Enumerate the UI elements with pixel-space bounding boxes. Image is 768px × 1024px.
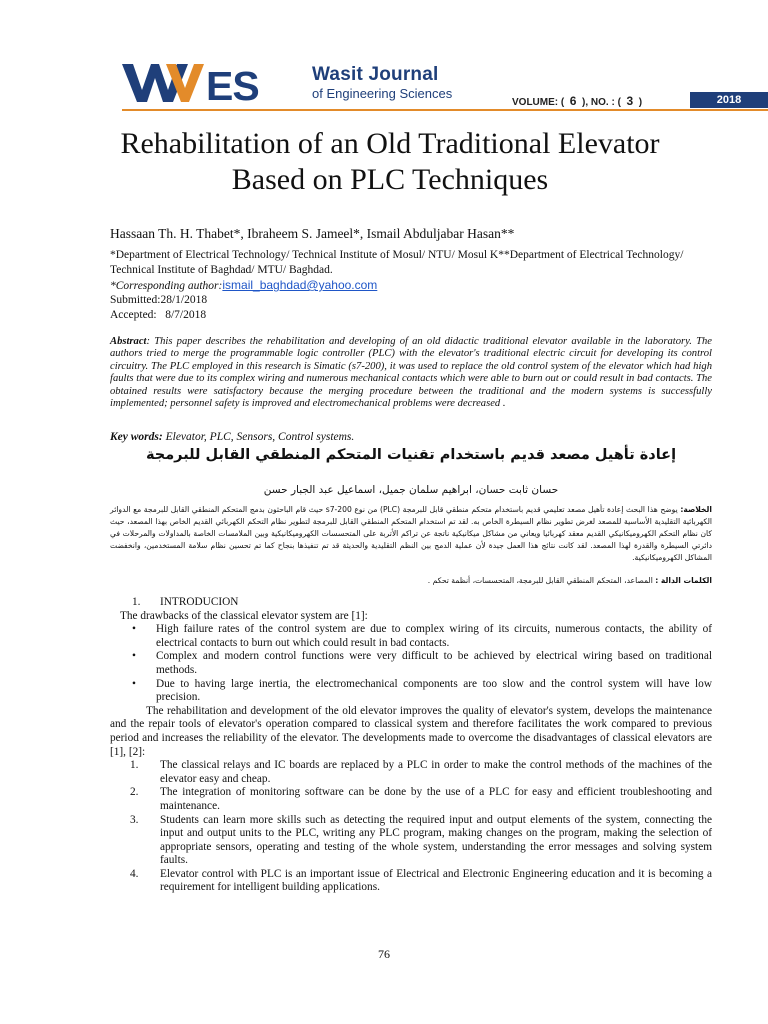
drawback-text: Complex and modern control functions were very difficult to be achieved by electrical wiring based on traditional methods.	[156, 650, 712, 676]
volume-issue-line	[512, 94, 642, 108]
drawback-text: Due to having large inertia, the electromechanical components are too slow and the control system will have low precision.	[156, 677, 712, 704]
arabic-title: إعادة تأهيل مصعد قديم باستخدام تقنيات المتحكم المنطقي القابل للبرمجة	[145, 447, 677, 463]
corresponding-author	[110, 278, 377, 294]
list-item	[110, 650, 712, 677]
section-number: 1.	[132, 596, 141, 608]
arabic-abstract-label: الخلاصة:	[680, 505, 712, 514]
author-list: Hassaan Th. H. Thabet*, Ibraheem S. Jameel*, Ismail Abduljabar Hasan**	[110, 226, 515, 241]
body-text	[110, 596, 712, 895]
list-item	[110, 678, 712, 705]
list-item	[110, 868, 712, 895]
development-text: Elevator control with PLC is an important issue of Electrical and Electronic Engineering education and it is becoming a requirement for intelligent building applications.	[160, 867, 712, 894]
corresponding-label: *Corresponding author:	[110, 280, 223, 292]
list-item	[110, 623, 712, 650]
drawback-text: High failure rates of the control system are due to complex wiring of its circuits, numerous contacts, the ability of electrical contacts to burn out which could result in bad contacts.	[156, 623, 712, 649]
arabic-abstract	[110, 504, 712, 564]
paper-title-line-1: Rehabilitation of an Old Traditional Elevator	[120, 127, 660, 160]
arabic-abstract-text: يوضح هذا البحث إعادة تأهيل مصعد تعليمي قديم باستخدام متحكم منطقي قابل للبرمجة (PLC) من نوع s7-200 حيث قام الباحثون بدمج المتحكم المنطقي القابل للبرمجة مع الدوائر الكهربائية التقليدية الأساسية للمصعد لغرض تطوير نظام السيطرة الخاص به. لقد تم استخدام المتحكم المنطقي القابل للبرمجة لتطوير نظام التحكم الكهربائي القديم الخاص بهذا المصعد، حيث كان نظام التحكم الكهروميكانيكي القديم معقد كهربائيا ويعاني من مشاكل ميكانيكية ناتجة عن تراكم الأتربة على المتحسسات الكهروميكانيكية وبين الملامسات الخاصة بالمداولات والمرحلات في دائرتي السيطرة والقدرة لهذا المصعد. لقد كانت نتائج هذا العمل جيدة لأن عملية الدمج بين النظم التقليدية والحديثة قد تم تنفيذها بنجاح كما تم تحسين نظام سلامة المستخدمين، وانخفضت المشاكل الكهروميكانيكية.	[110, 505, 712, 562]
header-divider	[122, 109, 768, 111]
drawbacks-intro: The drawbacks of the classical elevator system are [1]:	[120, 609, 368, 622]
item-number: 3.	[130, 813, 139, 826]
year-badge: 2018	[690, 92, 768, 108]
item-number: 2.	[130, 786, 139, 799]
author-email-link[interactable]: ismail_baghdad@yahoo.com	[222, 278, 378, 292]
abstract-label: Abstract	[110, 336, 147, 347]
item-number: 1.	[130, 759, 139, 772]
abstract	[110, 336, 712, 410]
journal-header	[122, 58, 768, 110]
drawbacks-list	[110, 623, 712, 705]
bullet-icon: •	[132, 650, 136, 663]
keywords-text: Elevator, PLC, Sensors, Control systems.	[162, 431, 355, 443]
submission-dates	[110, 293, 207, 323]
issue-number: 3	[626, 94, 634, 108]
abstract-text: : This paper describes the rehabilitation and developing of an old didactic traditional elevator available in the laboratory. The authors tried to merge the programmable logic controller (PLC) with the elevator's traditional electric circuit for developing its control circuitry. The PLC employed in this research is Simatic (s7-200), it was used to replace the old control system of the elevator which had high faults that were due to its complex wiring and numerous mechanical contacts which were able to burn out or could result in bad contacts. The obtained results were satisfactory because the merging procedure between the traditional and the modern systems is successfully implemented; personnel safety is improved and electromechanical problems were decreased .	[110, 336, 712, 410]
journal-logo	[122, 58, 297, 104]
rehabilitation-paragraph: The rehabilitation and development of the old elevator improves the quality of elevator's system, develops the maintenance and the repair tools of elevator's operation compared to classical system and therefore facilitates the work compared to previous period and increases the reliability of the elevator. The developments made to overcome the disadvantages of classical elevators are [1], [2]:	[110, 704, 712, 758]
affiliations: *Department of Electrical Technology/ Technical Institute of Mosul/ NTU/ Mosul K**Department of Electrical Technology/ Technical Institute of Baghdad/ MTU/ Baghdad.	[110, 249, 684, 276]
developments-list	[110, 759, 712, 895]
journal-subtitle: of Engineering Sciences	[312, 86, 453, 101]
paper-title	[60, 126, 720, 198]
volume-number: 6	[569, 94, 577, 108]
arabic-keywords-label: الكلمات الدالة :	[655, 576, 712, 585]
page-number: 76	[378, 947, 390, 961]
arabic-authors: حسان ثابت حسان، ابراهيم سلمان جميل، اسماعيل عبد الجبار حسن	[263, 484, 559, 496]
volume-label: VOLUME: (	[512, 97, 565, 108]
arabic-keywords-text: المصاعد، المتحكم المنطقي القابل للبرمجة، المتحسسات، أنظمة تحكم .	[427, 576, 656, 585]
item-number: 4.	[130, 867, 139, 880]
list-item	[110, 759, 712, 786]
svg-text:ES: ES	[206, 63, 259, 104]
development-text: Students can learn more skills such as detecting the required input and output elements of the system, connecting the input and output units to the PLC, writing any PLC program, making changes on the program, making the selection of appropriate sensors, operating and testing of the whole system, understanding the error messages and solving system faults.	[160, 813, 712, 867]
bullet-icon: •	[132, 623, 136, 636]
development-text: The integration of monitoring software can be done by the use of a PLC for easy and efficient troubleshooting and maintenance.	[160, 786, 712, 812]
keywords-label: Key words:	[110, 431, 163, 443]
wjes-logo-graphic	[122, 58, 297, 104]
arabic-keywords	[110, 575, 712, 587]
development-text: The classical relays and IC boards are replaced by a PLC in order to make the control methods of the machines of the elevator easy and cheap.	[160, 759, 712, 785]
issue-close: )	[638, 97, 643, 108]
section-heading	[132, 596, 712, 610]
list-item	[110, 814, 712, 868]
list-item	[110, 786, 712, 813]
bullet-icon: •	[132, 677, 136, 690]
accepted-date: Accepted: 8/7/2018	[110, 309, 207, 321]
paper-title-line-2: Based on PLC Techniques	[231, 163, 549, 196]
submitted-date: Submitted:28/1/2018	[110, 294, 208, 306]
journal-name: Wasit Journal	[312, 64, 439, 85]
keywords	[110, 431, 354, 443]
section-title: INTRODUCION	[160, 596, 239, 608]
issue-label: ), NO. : (	[582, 97, 621, 108]
